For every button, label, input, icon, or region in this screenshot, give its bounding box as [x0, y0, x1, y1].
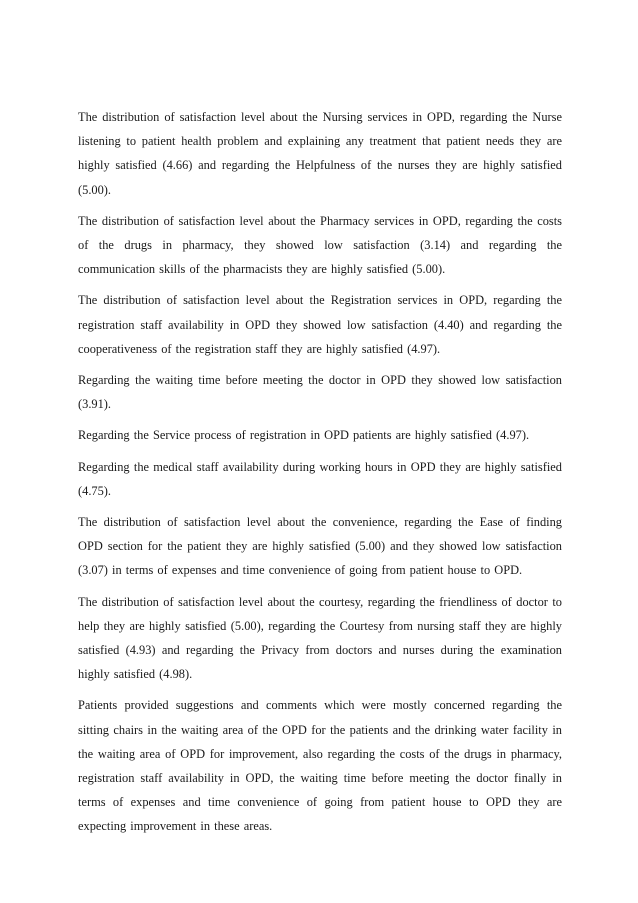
paragraph-pharmacy-services: The distribution of satisfaction level about the Pharmacy services in OPD, regarding the costs of the drugs in pharmacy, they showed low satisfaction (3.14) and regarding the communication skills of the pharmacists they are highly satisfied (5.00).	[78, 213, 562, 277]
paragraph-courtesy: The distribution of satisfaction level about the courtesy, regarding the friendliness of doctor to help they are highly satisfied (5.00), regarding the Courtesy from nursing staff they are highly satisfied (4.93) and regarding the Privacy from doctors and nurses during the examination highly satisfied (4.98).	[78, 594, 562, 682]
paragraph-medical-staff: Regarding the medical staff availability during working hours in OPD they are highly satisfied (4.75).	[78, 459, 562, 498]
paragraph-suggestions: Patients provided suggestions and comments which were mostly concerned regarding the sitting chairs in the waiting area of the OPD for the patients and the drinking water facility in the waiting area of OPD for improvement, also regarding the costs of the drugs in pharmacy, registration staff availability in OPD, the waiting time before meeting the doctor finally in terms of expenses and time convenience of going from patient house to OPD they are expecting improvement in these areas.	[78, 698, 562, 834]
paragraph-convenience: The distribution of satisfaction level about the convenience, regarding the Ease of finding OPD section for the patient they are highly satisfied (5.00) and they showed low satisfaction (3.07) in terms of expenses and time convenience of going from patient house to OPD.	[78, 515, 562, 578]
paragraph-registration-services: The distribution of satisfaction level about the Registration services in OPD, regarding the registration staff availability in OPD they showed low satisfaction (4.40) and regarding the cooperativeness of the registration staff they are highly satisfied (4.97).	[78, 293, 562, 356]
paragraph-service-process: Regarding the Service process of registration in OPD patients are highly satisfied (4.97).	[78, 428, 530, 443]
paragraph-waiting-time: Regarding the waiting time before meeting the doctor in OPD they showed low satisfaction (3.91).	[78, 373, 562, 412]
paragraph-nursing-services: The distribution of satisfaction level about the Nursing services in OPD, regarding the Nurse listening to patient health problem and explaining any treatment that patient needs they are highly satisfied (4.66) and regarding the Helpfulness of the nurses they are highly satisfied (5.00).	[78, 110, 562, 197]
document-body	[78, 105, 562, 846]
